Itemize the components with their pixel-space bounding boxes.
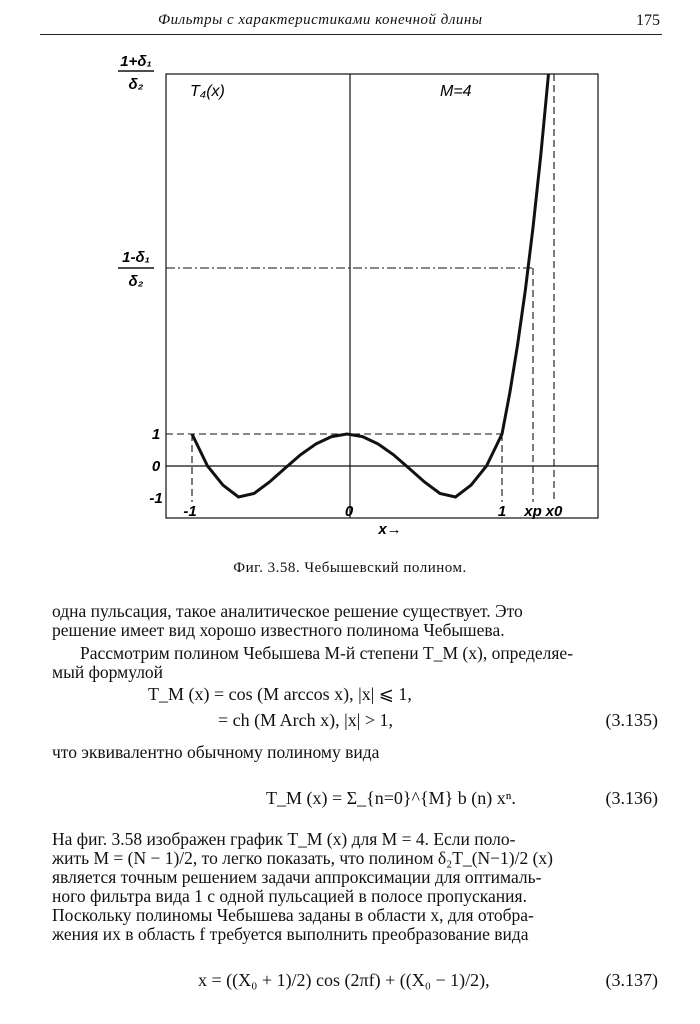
y-tick-labels [118, 53, 163, 507]
text-line: мый формулой [52, 662, 164, 682]
chebyshev-figure [100, 50, 660, 560]
equation-3-136: T_M (x) = Σ_{n=0}^{M} b (n) xⁿ. [266, 788, 516, 808]
x-label-minus-one: -1 [183, 503, 197, 520]
guide-lines [166, 74, 554, 502]
equation-number-3-135: (3.135) [605, 710, 658, 730]
x-label-x0: x0 [545, 503, 563, 520]
x-label-one: 1 [497, 503, 507, 520]
text-line: что эквивалентно обычному полиному вида [52, 742, 380, 762]
running-title: Фильтры с характеристиками конечной длины [158, 12, 483, 28]
paragraph-3 [52, 743, 660, 762]
chebyshev-plot [100, 50, 660, 550]
text-line: ного фильтра вида 1 с одной пульсацией в полосе пропускания. [52, 886, 527, 906]
x-label-zero: 0 [344, 503, 354, 520]
text-line: одна пульсация, такое аналитическое решение существует. Это [52, 601, 523, 621]
y-label-top-den: δ₂ [128, 76, 144, 93]
equation-3-135-line-1: T_M (x) = cos (M arccos x), |x| ⩽ 1, [148, 684, 412, 704]
y-label-mid-num: 1-δ₁ [122, 249, 150, 266]
equation-number-3-137: (3.137) [605, 970, 658, 990]
text-line: жить M = (N − 1)/2, то легко показать, что полином δ₂T_(N−1)/2 (x) [52, 848, 553, 868]
equation-number-3-136: (3.136) [605, 788, 658, 808]
text-line: жения их в область f требуется выполнить преобразование вида [52, 924, 529, 944]
text-line: На фиг. 3.58 изображен график T_M (x) для M = 4. Если поло- [52, 829, 516, 849]
text-line: Рассмотрим полином Чебышева M-й степени T_M (x), определяе- [80, 643, 574, 663]
x-label-xp: xp [524, 503, 542, 520]
running-header [40, 10, 662, 35]
text-line: решение имеет вид хорошо известного полинома Чебышева. [52, 620, 505, 640]
y-label-zero: 0 [151, 458, 161, 475]
y-label-minus-one: -1 [149, 490, 163, 507]
equation-3-137: x = ((X₀ + 1)/2) cos (2πf) + ((X₀ − 1)/2), [198, 970, 490, 990]
figure-caption: Фиг. 3.58. Чебышевский полином. [233, 560, 467, 576]
page-number: 175 [636, 12, 660, 29]
paragraph-4 [52, 830, 660, 944]
function-label: T₄(x) [190, 83, 225, 100]
y-label-one: 1 [151, 426, 161, 443]
paragraph-1 [52, 602, 660, 640]
order-label: M=4 [440, 83, 472, 100]
paragraph-2 [52, 644, 660, 682]
x-axis-label: x→ [378, 521, 402, 538]
text-line: является точным решением задачи аппроксимации для оптималь- [52, 867, 542, 887]
equation-3-135-line-2: = ch (M Arch x), |x| > 1, [218, 710, 393, 730]
y-label-mid-den: δ₂ [128, 273, 144, 290]
x-tick-labels [183, 503, 563, 538]
y-label-top-num: 1+δ₁ [120, 53, 152, 70]
text-line: Поскольку полиномы Чебышева заданы в области x, для отобра- [52, 905, 534, 925]
